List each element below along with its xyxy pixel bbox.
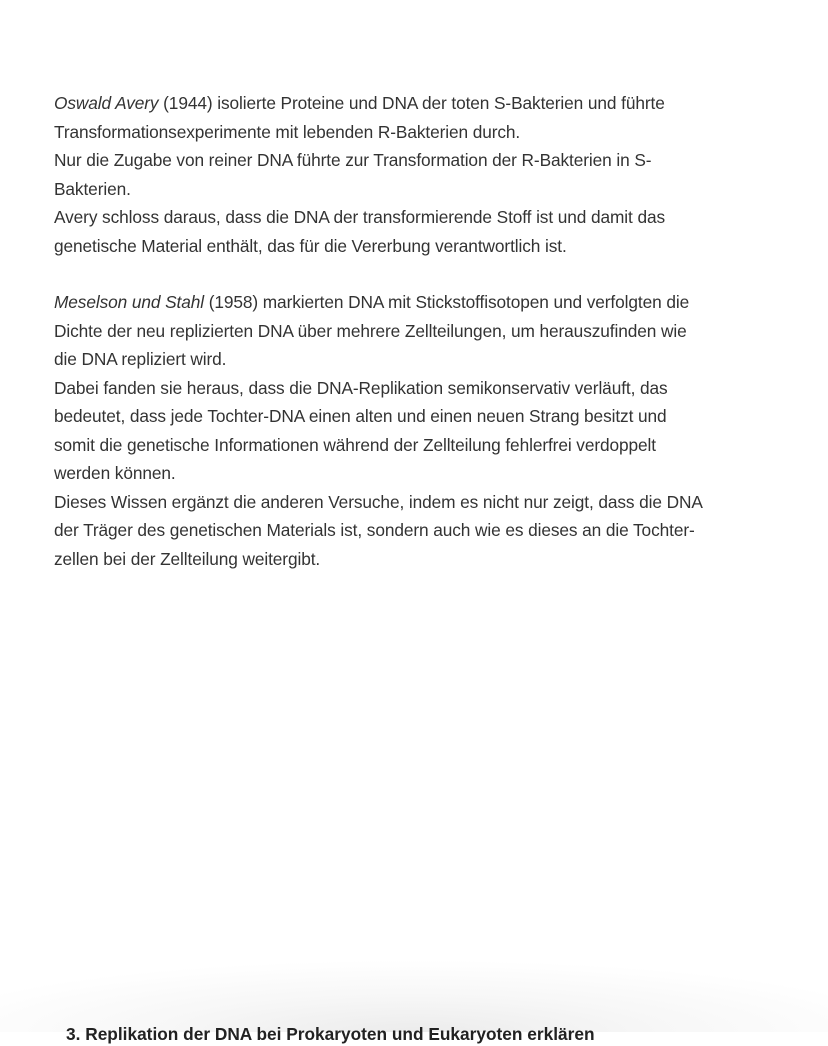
text-line: Bakterien. <box>54 178 131 199</box>
author-name: Meselson und Stahl <box>54 292 204 312</box>
text-line: Dabei fanden sie heraus, dass die DNA-Replikation semikonservativ verläuft, das <box>54 377 668 398</box>
text-line: Dichte der neu replizierten DNA über mehrere Zellteilungen, um herauszufinden wie <box>54 320 687 341</box>
text-line: genetische Material enthält, das für die Vererbung verantwortlich ist. <box>54 235 567 256</box>
text-line: Dieses Wissen ergänzt die anderen Versuche, indem es nicht nur zeigt, dass die DNA <box>54 491 703 512</box>
text-line: Nur die Zugabe von reiner DNA führte zur Transformation der R-Bakterien in S- <box>54 150 652 170</box>
text-line: zellen bei der Zellteilung weitergibt. <box>54 548 321 569</box>
text-line: die DNA repliziert wird. <box>54 349 227 369</box>
author-name: Oswald Avery <box>54 93 159 113</box>
text-line: der Träger des genetischen Materials ist, sondern auch wie es dieses an die Tochter- <box>54 520 695 540</box>
text-line: Avery schloss daraus, dass die DNA der transformierende Stoff ist und damit das <box>54 207 666 227</box>
paragraph-meselson-stahl <box>54 288 784 573</box>
text-line: Meselson und Stahl (1958) markierten DNA mit Stickstoffisotopen und verfolgten die <box>54 292 690 312</box>
next-section-heading: 3. Replikation der DNA bei Prokaryoten und Eukaryoten erklären <box>66 1024 595 1044</box>
text-line: somit die genetische Informationen während der Zellteilung fehlerfrei verdoppelt <box>54 434 656 455</box>
paragraph-avery <box>54 89 784 260</box>
text-line: Oswald Avery (1944) isolierte Proteine und DNA der toten S-Bakterien und führte <box>54 93 665 113</box>
text-line: Transformationsexperimente mit lebenden R-Bakterien durch. <box>54 121 521 142</box>
text-line: bedeutet, dass jede Tochter-DNA einen alten und einen neuen Strang besitzt und <box>54 406 667 426</box>
text-line: werden können. <box>54 463 176 483</box>
